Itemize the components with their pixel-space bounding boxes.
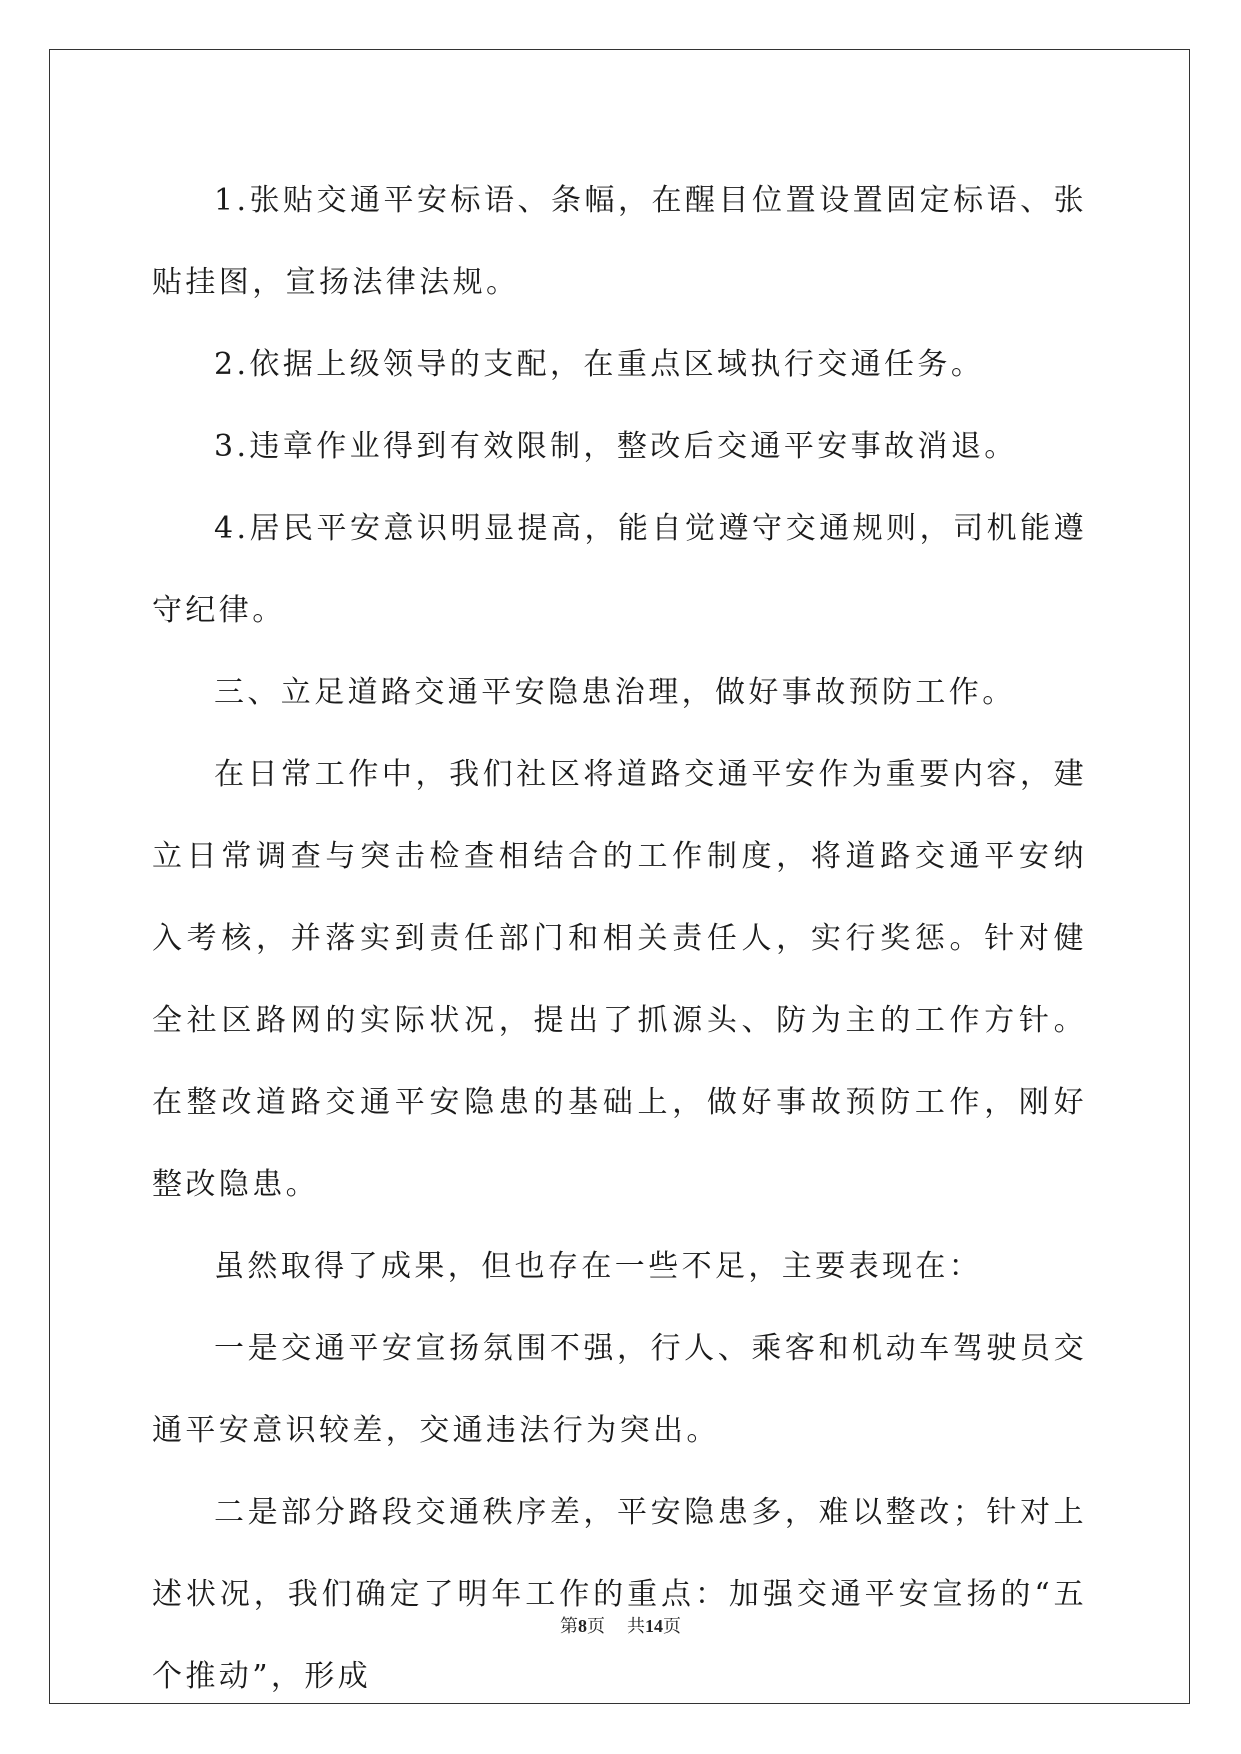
paragraph-2: 2.依据上级领导的支配，在重点区域执行交通任务。: [214, 347, 985, 382]
footer-total-pages: 14: [645, 1616, 663, 1636]
paragraph-daily-work: 在日常工作中，我们社区将道路交通平安作为重要内容，建立日常调查与突击检查相结合的工作制度，将道路交通平安纳入考核，并落实到责任部门和相关责任人，实行奖惩。针对健全社区路网的实际状况，提出了抓源头、防为主的工作方针。在整改道路交通平安隐患的基础上，做好事故预防工作，刚好整改隐患。: [152, 757, 1087, 1202]
footer-total-suffix: 页: [663, 1616, 681, 1637]
paragraph-4: 4.居民平安意识明显提高，能自觉遵守交通规则，司机能遵守纪律。: [152, 511, 1087, 628]
footer-page-prefix: 第: [560, 1616, 578, 1637]
document-body: [152, 160, 1087, 1718]
paragraph-shortcoming-2: 二是部分路段交通秩序差，平安隐患多，难以整改；针对上述状况，我们确定了明年工作的重点：加强交通平安宣扬的“五个推动”，形成: [152, 1495, 1087, 1694]
footer-page-suffix: 页: [587, 1616, 605, 1637]
paragraph-3: 3.违章作业得到有效限制，整改后交通平安事故消退。: [214, 429, 1018, 464]
paragraph-1: 1.张贴交通平安标语、条幅，在醒目位置设置固定标语、张贴挂图，宣扬法律法规。: [152, 183, 1087, 300]
page-footer: [0, 1612, 1241, 1638]
section-heading-3: 三、立足道路交通平安隐患治理，做好事故预防工作。: [214, 675, 1016, 710]
footer-page-number: 8: [578, 1616, 587, 1636]
paragraph-shortcomings: 虽然取得了成果，但也存在一些不足，主要表现在：: [214, 1249, 983, 1284]
footer-total-prefix: 共: [627, 1616, 645, 1637]
paragraph-shortcoming-1: 一是交通平安宣扬氛围不强，行人、乘客和机动车驾驶员交通平安意识较差，交通违法行为突出。: [152, 1331, 1087, 1448]
